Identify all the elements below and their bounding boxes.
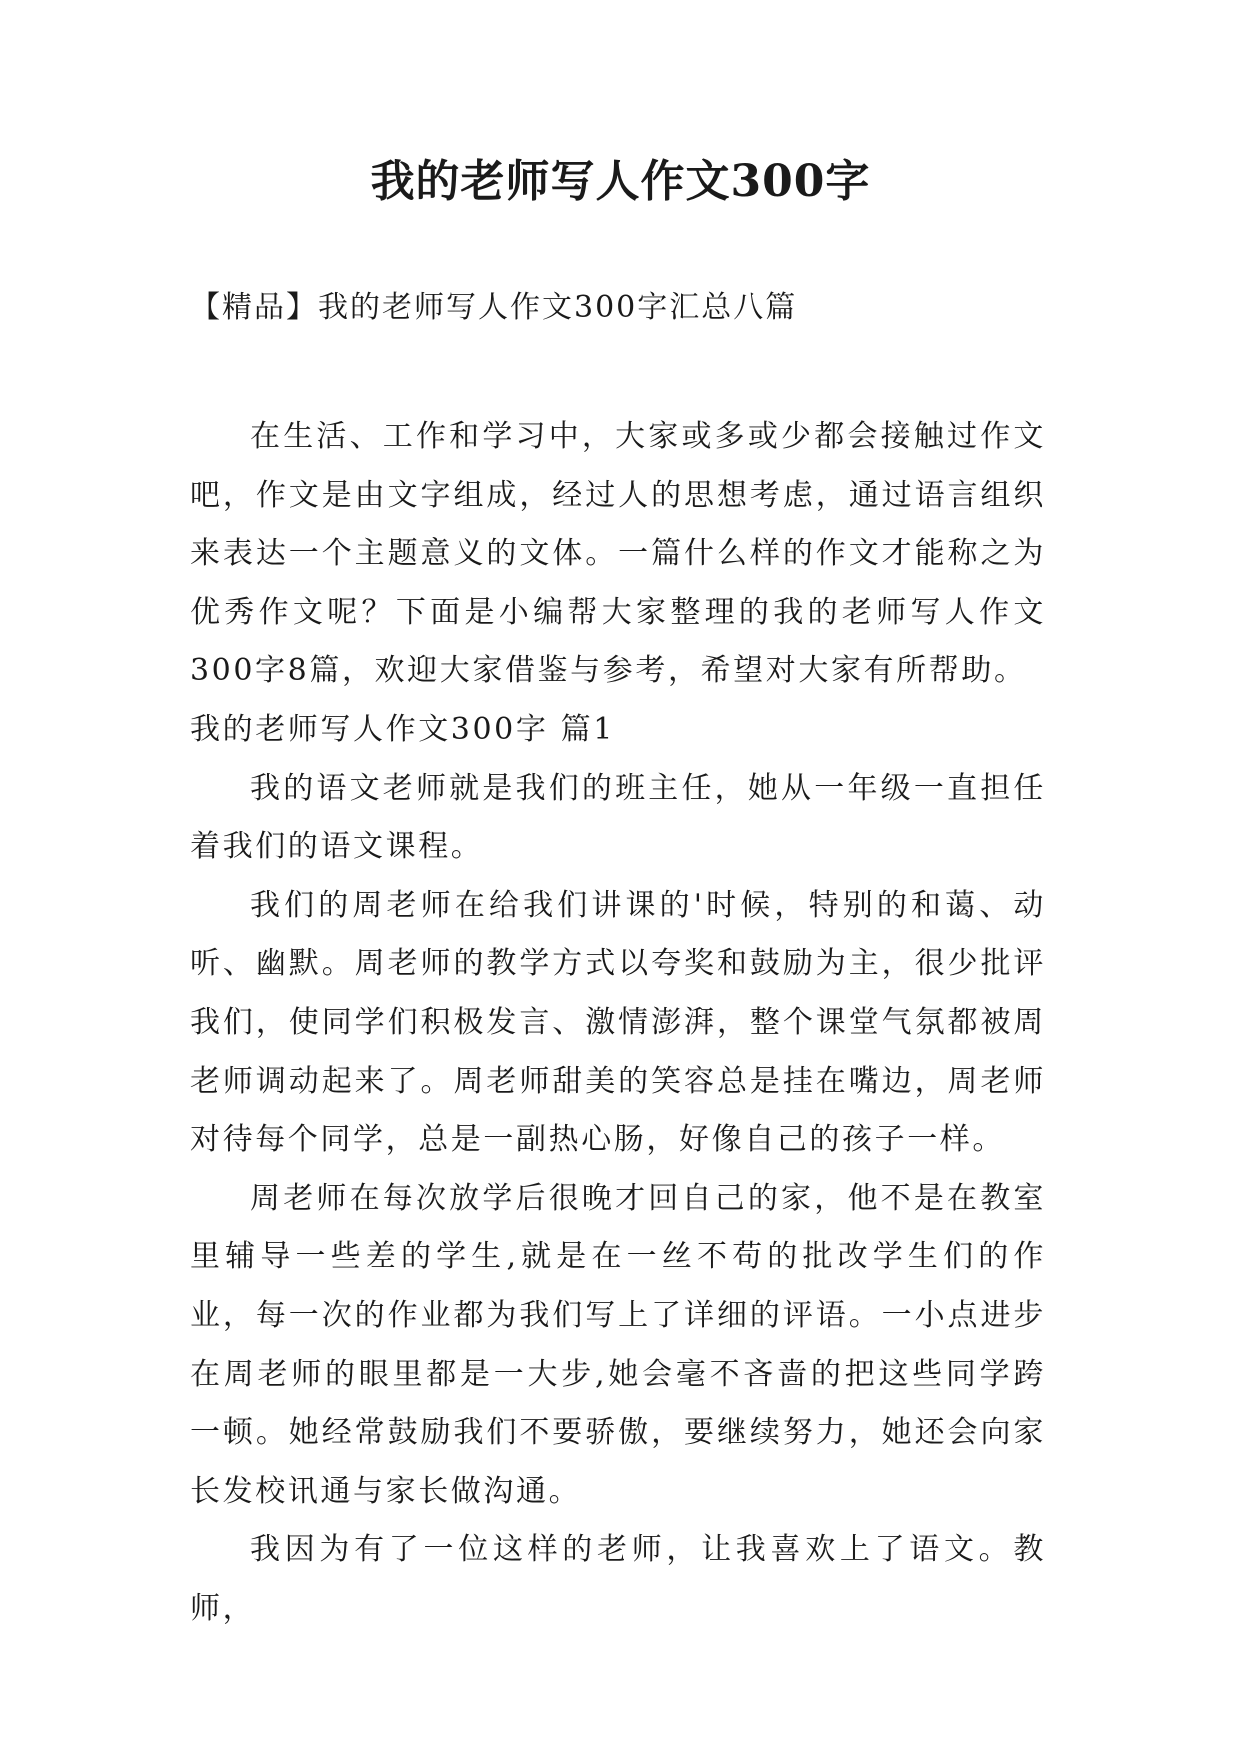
body-paragraph: 我们的周老师在给我们讲课的'时候，特别的和蔼、动听、幽默。周老师的教学方式以夸奖和鼓励为主，很少批评我们，使同学们积极发言、激情澎湃，整个课堂气氛都被周老师调动起来了。周老师甜美的笑容总是挂在嘴边，周老师对待每个同学，总是一副热心肠，好像自己的孩子一样。 (190, 887, 1046, 1158)
body-paragraph: 我因为有了一位这样的老师，让我喜欢上了语文。教师， (190, 1532, 1046, 1626)
document-body (190, 408, 1046, 1638)
body-paragraph: 我的语文老师就是我们的班主任，她从一年级一直担任着我们的语文课程。 (190, 770, 1046, 865)
section-heading: 我的老师写人作文300字 篇1 (190, 711, 615, 747)
document-subtitle: 【精品】我的老师写人作文300字汇总八篇 (190, 290, 798, 325)
intro-paragraph: 在生活、工作和学习中，大家或多或少都会接触过作文吧，作文是由文字组成，经过人的思想考虑，通过语言组织来表达一个主题意义的文体。一篇什么样的作文才能称之为优秀作文呢？下面是小编帮大家整理的我的老师写人作文300字8篇，欢迎大家借鉴与参考，希望对大家有所帮助。 (190, 419, 1046, 689)
body-paragraph: 周老师在每次放学后很晚才回自己的家，他不是在教室里辅导一些差的学生,就是在一丝不苟的批改学生们的作业，每一次的作业都为我们写上了详细的评语。一小点进步在周老师的眼里都是一大步,她会毫不吝啬的把这些同学跨一顿。她经常鼓励我们不要骄傲，要继续努力，她还会向家长发校讯通与家长做沟通。 (190, 1180, 1046, 1509)
document-title: 我的老师写人作文300字 (370, 156, 871, 207)
